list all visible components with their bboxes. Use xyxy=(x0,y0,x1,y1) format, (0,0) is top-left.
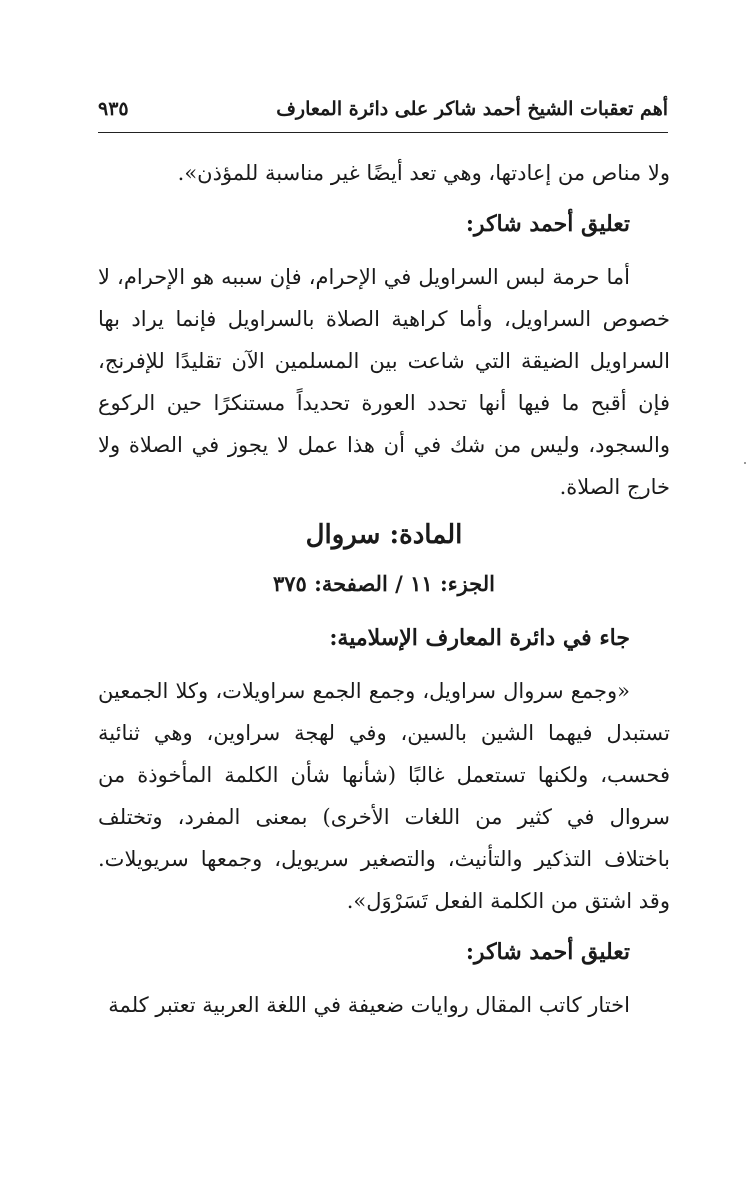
paragraph-closing-quote: ولا مناص من إعادتها، وهي تعد أيضًا غير مناسبة للمؤذن». xyxy=(177,161,670,185)
paragraph-comment: أما حرمة لبس السراويل في الإحرام، فإن سببه هو الإحرام، لا خصوص السراويل، وأما كراهية الصلاة بالسراويل فإنما يراد بها السراويل الضيقة التي شاعت بين المسلمين الآن تقليدًا للإفرنج، فإن أقبح ما فيها أنها تحدد العورة تحديداً مستنكرًا حين الركوع والسجود، وليس من شك في أن هذا عمل لا يجوز في الصلاة ولا خارج الصلاة. xyxy=(98,265,670,499)
section-heading-comment: تعليق أحمد شاكر: xyxy=(465,211,630,237)
paragraph-encyclopedia-quote: «وجمع سروال سراويل، وجمع الجمع سراويلات، وكلا الجمعين تستبدل فيهما الشين بالسين، وفي لهجة سراوين، وهي ثنائية فحسب، ولكنها تستعمل غالبًا (شأنها شأن الكلمة المأخوذة من سروال في كثير من اللغات الأخرى) بمعنى المفرد، وتختلف باختلاف التذكير والتأنيث، والتصغير سريويل، وجمعها سريويلات. وقد اشتق من الكلمة الفعل تَسَرْوَل». xyxy=(98,679,670,913)
running-header xyxy=(98,98,668,128)
header-divider xyxy=(98,132,668,133)
article-reference: الجزء: ١١ / الصفحة: ٣٧٥ xyxy=(273,571,495,596)
paragraph-comment-2: اختار كاتب المقال روايات ضعيفة في اللغة العربية تعتبر كلمة xyxy=(108,993,630,1017)
section-heading-encyclopedia: جاء في دائرة المعارف الإسلامية: xyxy=(329,625,630,651)
header-title: أهم تعقبات الشيخ أحمد شاكر على دائرة المعارف xyxy=(276,98,668,120)
article-title: المادة: سروال xyxy=(305,520,463,550)
page-number: ٩٣٥ xyxy=(98,98,129,120)
scan-speck xyxy=(744,462,746,464)
page-body xyxy=(98,152,670,1026)
section-heading-comment-2: تعليق أحمد شاكر: xyxy=(465,939,630,965)
